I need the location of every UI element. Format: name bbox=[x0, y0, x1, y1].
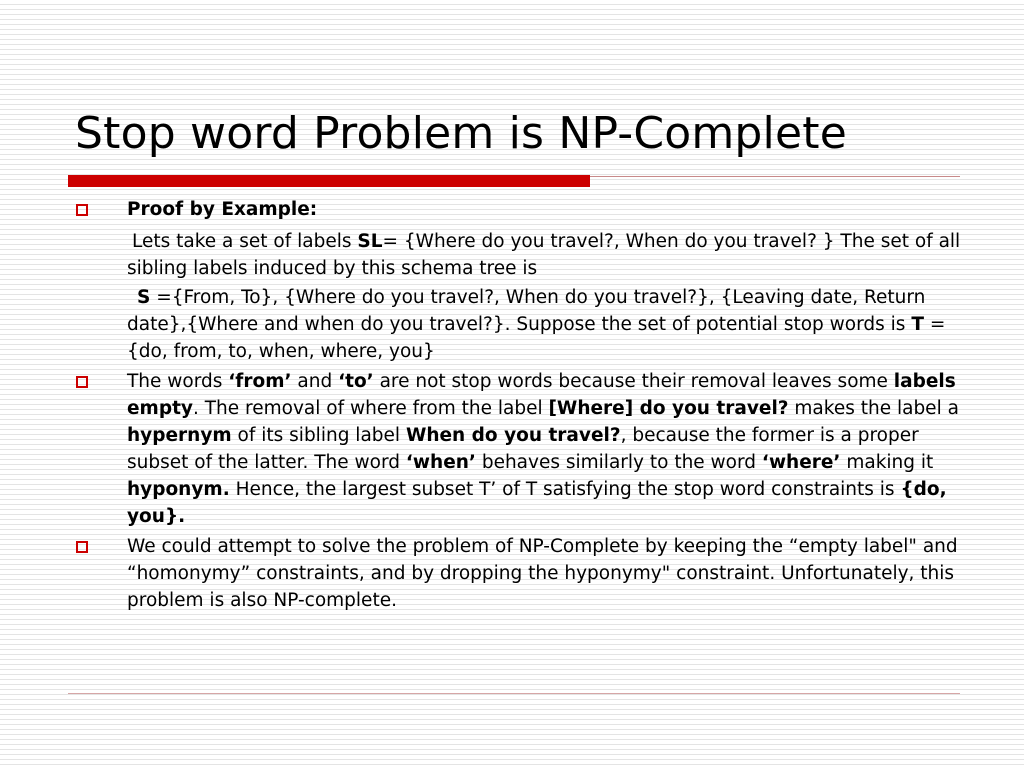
bold-run: SL bbox=[357, 231, 383, 252]
bullet-2 bbox=[76, 368, 966, 530]
bullet-1-paragraph-1 bbox=[76, 226, 966, 282]
square-bullet-icon bbox=[76, 204, 88, 216]
text-run: = {do, from, to, when, where, you} bbox=[127, 314, 946, 362]
footer-divider bbox=[68, 693, 960, 694]
text-run: = {Where do you travel?, When do you travel? } The set of all sibling labels induced by this schema tree is bbox=[127, 231, 961, 279]
title-underline-thin bbox=[590, 176, 960, 177]
square-bullet-icon bbox=[76, 376, 88, 388]
text-run: makes the label a bbox=[788, 398, 959, 419]
slide-body bbox=[76, 196, 966, 614]
bold-run: hypernym bbox=[127, 425, 232, 446]
bullet-1-paragraph-2 bbox=[76, 282, 966, 365]
text-run: and bbox=[291, 371, 339, 392]
square-bullet-icon bbox=[76, 541, 88, 553]
text-run: are not stop words because their removal leaves some bbox=[373, 371, 894, 392]
bullet-3-text: We could attempt to solve the problem of NP-Complete by keeping the “empty label" and “homonymy” constraints, and by dropping the hyponymy" constraint. Unfortunately, this problem is also NP-complete. bbox=[127, 536, 958, 611]
bold-run: ‘where’ bbox=[761, 452, 841, 473]
bullet-1-heading: Proof by Example: bbox=[127, 199, 318, 220]
text-run: of its sibling label bbox=[231, 425, 406, 446]
text-run: , because the former is a proper subset of the latter. The word bbox=[127, 425, 919, 473]
bold-run: ‘when’ bbox=[405, 452, 476, 473]
bold-run: [Where] do you travel? bbox=[548, 398, 789, 419]
bold-run: {do, you}. bbox=[127, 479, 947, 527]
text-run: Hence, the largest subset T’ of T satisfying the stop word constraints is bbox=[229, 479, 901, 500]
text-run: The words bbox=[127, 371, 229, 392]
bullet-1 bbox=[76, 196, 966, 223]
bold-run: T bbox=[911, 314, 924, 335]
text-run: ={From, To}, {Where do you travel?, When do you travel?}, {Leaving date, Return date},{Where and when do you travel?}. Suppose the set of potential stop words is bbox=[127, 287, 926, 335]
text-run: . The removal of where from the label bbox=[192, 398, 549, 419]
text-run: behaves similarly to the word bbox=[475, 452, 762, 473]
title-underline-accent bbox=[68, 175, 590, 187]
bold-run: ‘from’ bbox=[228, 371, 292, 392]
bold-run: hyponym. bbox=[127, 479, 230, 500]
bold-run: ‘to’ bbox=[338, 371, 374, 392]
bold-run: labels empty bbox=[127, 371, 956, 419]
text-run: making it bbox=[840, 452, 934, 473]
bold-run: S bbox=[137, 287, 151, 308]
bullet-3 bbox=[76, 533, 966, 614]
bold-run: When do you travel? bbox=[405, 425, 621, 446]
text-run: Lets take a set of labels bbox=[132, 231, 358, 252]
slide-title: Stop word Problem is NP-Complete bbox=[75, 108, 847, 159]
